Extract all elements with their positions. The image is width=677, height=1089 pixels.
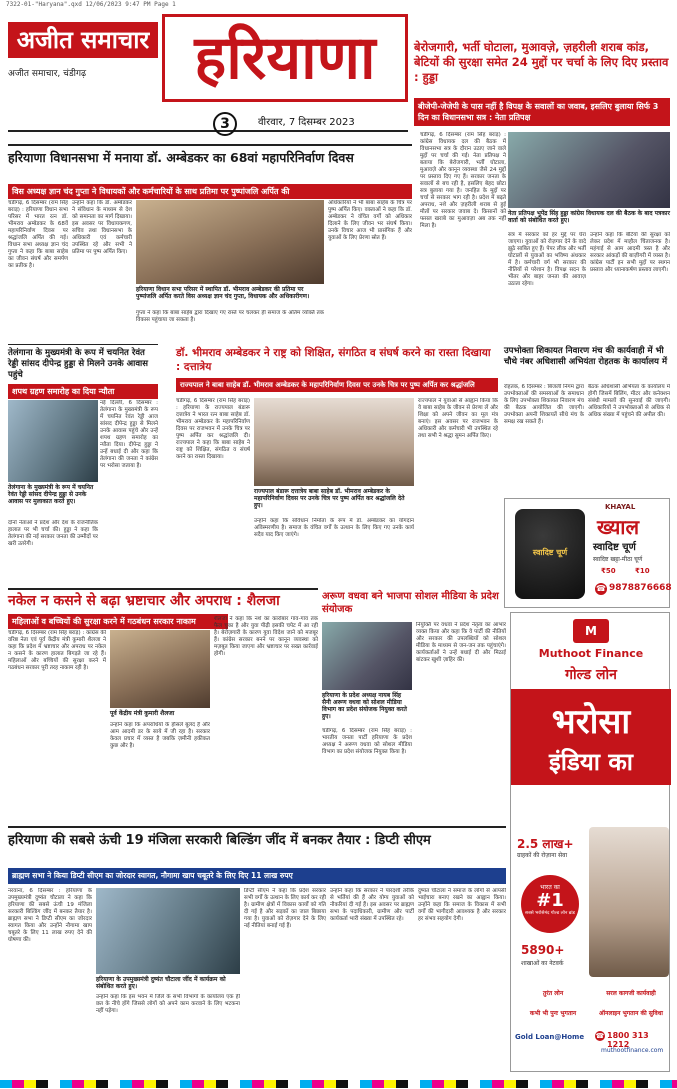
story6-headline: अरूण वधवा बने भाजपा सोशल मीडिया के प्रदेश संयोजक: [322, 591, 499, 615]
story3-subhead: राज्यपाल ने बाबा साहेब डॉ. भीमराव अम्बेडकर के महापरिनिर्वाण दिवस पर उनके चित्र पर पुष्प अर्पित कर श्रद्धांजलि: [176, 378, 498, 392]
story3-body-col1: चंडीगढ़, 6 दिसम्बर (राम सिंह बराड़) : हरियाणा के राज्यपाल बंडारू दत्तात्रेय ने भारत रत्न बाबा साहेब डॉ. भीमराव अम्बेडकर के महापरिनिर्वाण दिवस पर राजभवन में उनके चित्र पर पुष्प अर्पित कर श्रद्धांजलि दी। राज्यपाल ने कहा कि बाबा साहेब ने राष्ट्र को शिक्षित, संगठित व संघर्ष करने का रास्ता दिखाया।: [176, 398, 250, 460]
khayal-tagline: स्वादिष्ट खट्टा-मीठा चूर्ण: [593, 556, 643, 563]
story1-subhead: विस अध्यक्ष ज्ञान चंद गुप्ता ने विधायकों और कर्मचारियों के साथ प्रतिमा पर पुष्पांजलि अर्पित की: [8, 184, 412, 199]
story7-subhead: ब्राह्मण सभा ने किया डिप्टी सीएम का जोरदार स्वागत, नौगामा खाप चबूतरे के लिए दिए 11 लाख रुपए: [8, 868, 506, 884]
top-right-headline: बेरोजगारी, भर्ती घोटाला, मुआवज़े, ज़हरीली शराब कांड, बेटियों की सुरक्षा समेत 24 मुद्दों पर चर्चा के लिए दिए प्रस्ताव : हुड्डा: [414, 40, 669, 84]
logo-ajit-samachar: अजीत समाचार: [8, 22, 158, 58]
story6-body-col1: चंडीगढ़, 6 दिसम्बर (राम सिंह बराड़) : भारतीय जनता पार्टी हरियाणा के प्रदेश अध्यक्ष ने अरूण वधवा को सोशल मीडिया विभाग का प्रदेश संयोजक नियुक्त किया है।: [322, 728, 412, 755]
khayal-brand-small: KHAYAL: [605, 503, 636, 511]
story5-photo-caption: पूर्व केंद्रीय मंत्री कुमारी शैलजा: [110, 710, 175, 717]
khayal-pack-10: ₹10: [635, 567, 650, 575]
story3-photo: [254, 398, 414, 486]
lead-story-body-col2: सत्र में सरकार को हर मुद्दे पर घेरा जाएगा। युवाओं को रोज़गार देने के वादे झूठे साबित हुए हैं। पेपर लीक और भर्ती घोटालों से युवाओं का भविष्य अंधकार में है। कर्मचारी वर्ग भी सरकार की नीतियों से परेशान है। विपक्ष सदन के भीतर और बाहर जनता की आवाज़ उठाता रहेगा।: [508, 232, 586, 287]
story7-photo: [96, 888, 240, 974]
logo-haryana: हरियाणा: [162, 14, 408, 102]
khayal-brand-large: ख्याल: [597, 515, 640, 539]
story7-photo-caption: हरियाणा के उपमुख्यमंत्री दुष्यंत चौटाला जींद में कार्यक्रम को संबोधित करते हुए।: [96, 976, 226, 990]
story2-photo-caption: तेलंगाना के मुख्यमंत्री के रूप में चयनित रेवंत रेड्डी सांसद दीपेन्द्र हुड्डा से उनके आवास पर मुलाकात करते हुए।: [8, 484, 94, 505]
story2-body: नई दिल्ली, 6 दिसम्बर : तेलंगाना के मुख्यमंत्री के रूप में चयनित रेवंत रेड्डी आज सांसद दीपेन्द्र हुड्डा से मिलने उनके आवास पहुंचे और उन्हें शपथ ग्रहण समारोह का न्यौता दिया। दीपेन्द्र हुड्डा ने उन्हें बधाई दी और कहा कि तेलंगाना की जनता ने कांग्रेस पर भरोसा जताया है।: [100, 400, 158, 469]
muthoot-customers: 2.5 लाख+: [517, 837, 574, 851]
rule-story2-top: [8, 344, 158, 345]
file-info-strip: 7322-01-"Haryana".qxd 12/06/2023 9:47 PM Page 1: [6, 1, 176, 8]
muthoot-brand: Muthoot Finance: [538, 647, 644, 660]
story1-headline: हरियाणा विधानसभा में मनाया डॉ. अम्बेडकर का 68वां महापरिनिर्वाण दिवस: [8, 150, 354, 165]
city-line: अजीत समाचार, चंडीगढ़: [8, 69, 87, 79]
top-right-subhead: बीजेपी-जेजेपी के पास नहीं है विपक्ष के सवालों का जवाब, इसलिए बुलाया सिर्फ 3 दिन का विधानसभा सत्र : नेता प्रतिपक्ष: [414, 98, 670, 126]
lead-story-body-col3: उन्होंने कहा कि बेटियों की सुरक्षा को लेकर प्रदेश में माहौल चिंताजनक है। महंगाई से आम आदमी त्रस्त है और सरकार आंकड़ों की बाज़ीगरी में व्यस्त है। कांग्रेस पार्टी इन सभी मुद्दों पर स्थगन प्रस्ताव और ध्यानाकर्षण प्रस्ताव लाएगी।: [590, 232, 670, 273]
story2-body-bottom: दोनों नेताओं ने प्रदेश और देश के राजनीतिक हालात पर भी चर्चा की। हुड्डा ने कहा कि तेलंगाना की नई सरकार जनता की उम्मीदों पर खरी उतरेगी।: [8, 520, 98, 547]
muthoot-headline-1: भरोसा: [551, 702, 631, 742]
story7-headline: हरियाणा की सबसे ऊंची 19 मंजिला सरकारी बिल्डिंग जींद में बनकर तैयार : डिप्टी सीएम: [8, 833, 431, 848]
khayal-phone: 9878876668: [609, 583, 672, 593]
story7-body-col4: उन्होंने कहा कि सरकार ने पारदर्शी तरीके से भर्तियां की हैं और योग्य युवाओं को नौकरियां दी गई हैं। इस अवसर पर ब्राह्मण सभा के पदाधिकारी, ग्रामीण और पार्टी कार्यकर्ता भारी संख्या में उपस्थित रहे।: [330, 888, 414, 922]
muthoot-headline-2: इंडिया का: [549, 748, 633, 776]
color-registration-strip: [0, 1080, 677, 1088]
story3-headline: डॉ. भीमराव अम्बेडकर ने राष्ट्र को शिक्षित, संगठित व संघर्ष करने का रास्ता दिखाया : दत्तात्रेय: [176, 347, 491, 373]
story5-body-col2: उन्होंने कहा कि अपराधियों के हौसले बुलंद हैं और आम आदमी डर के साये में जी रहा है। सरकार केवल प्रचार में व्यस्त है जबकि ज़मीनी हकीकत कुछ और है।: [110, 722, 210, 749]
story7-body-col2: उन्होंने कहा कि इस भवन में जिले के सभी विभागों के कार्यालय एक ही छत के नीचे होंगे जिससे लोगों को अपने काम करवाने के लिए भटकना नहीं पड़ेगा।: [96, 994, 240, 1014]
muthoot-headline-block: [511, 689, 671, 785]
story5-subhead: महिलाओं व बच्चियों की सुरक्षा करने में गठबंधन सरकार नाकाम: [8, 614, 228, 629]
khayal-pack-50: ₹50: [601, 567, 616, 575]
story2-subhead: शपथ ग्रहण समारोह का दिया न्यौता: [8, 384, 158, 399]
muthoot-gold-loan: गोल्ड लोन: [565, 667, 617, 683]
muthoot-feature-3: कभी भी पुनः भुगतान: [529, 1010, 577, 1017]
muthoot-feature-1: तुरंत लोन: [542, 990, 564, 997]
muthoot-ambassador-photo: [589, 827, 669, 977]
muthoot-rank-number: #1: [536, 890, 564, 911]
story7-body-col5: दुष्यंत चौटाला ने समाज के लोगों से आपसी भाईचारा बनाए रखने का आह्वान किया। उन्होंने कहा कि समाज के विकास में सभी वर्गों की भागीदारी आवश्यक है और सरकार हर संभव सहयोग देगी।: [418, 888, 506, 922]
story4-body-col1: रोहतक, 6 दिसम्बर : बिजली निगम द्वारा उपभोक्ताओं की समस्याओं के समाधान के लिए उपभोक्ता शिकायत निवारण मंच की बैठक आयोजित की जाएगी। उपभोक्ता अपनी शिकायतें सीधे मंच के समक्ष रख सकते हैं।: [504, 384, 584, 425]
khayal-product-name: स्वादिष्ट चूर्ण: [593, 542, 636, 553]
story7-body-col1: नरवाना, 6 दिसम्बर : हरियाणा के उपमुख्यमंत्री दुष्यंत चौटाला ने कहा कि हरियाणा की सबसे ऊंची 19 मंजिला सरकारी बिल्डिंग जींद में बनकर तैयार है। ब्राह्मण सभा ने डिप्टी सीएम का जोरदार स्वागत किया और उन्होंने नौगामा खाप चबूतरे के लिए 11 लाख रुपए देने की घोषणा की।: [8, 888, 92, 943]
lead-story-photo: [508, 132, 670, 208]
khayal-jar-label: स्वादिष्ट चूर्ण: [532, 548, 568, 557]
story5-body-col1: चंडीगढ़, 6 दिसम्बर (राम सिंह बराड़) : कांग्रेस की वरिष्ठ नेता एवं पूर्व केंद्रीय मंत्री कुमारी शैलजा ने कहा कि प्रदेश में भ्रष्टाचार और अपराध पर नकेल न कसने के कारण हालात बिगड़ते जा रहे हैं। महिलाओं और बच्चियों की सुरक्षा करने में गठबंधन सरकार पूरी तरह नाकाम रही है।: [8, 630, 106, 671]
story1-body-col4: अधिकारियों ने भी बाबा साहेब के चित्र पर पुष्प अर्पित किए। वक्ताओं ने कहा कि डॉ. अम्बेडकर ने वंचित वर्गों को अधिकार दिलाने के लिए जीवन भर संघर्ष किया। उनके विचार आज भी प्रासंगिक हैं और युवाओं के लिए प्रेरणा स्रोत हैं।: [328, 200, 412, 241]
muthoot-phone-icon: ☎: [595, 1032, 605, 1040]
story6-photo-caption: हरियाणा के प्रदेश अध्यक्ष नायब सिंह सैनी अरूण वधवा को सोशल मीडिया विभाग का प्रदेश संयोजक नियुक्त करते हुए।: [322, 692, 407, 720]
ad-khayal-churan: [504, 498, 670, 608]
story6-body-col2: नियुक्ति पर वधवा ने प्रदेश नेतृत्व का आभार व्यक्त किया और कहा कि वे पार्टी की नीतियों और सरकार की उपलब्धियों को सोशल मीडिया के माध्यम से जन-जन तक पहुंचाएंगे। कार्यकर्ताओं ने उन्हें बधाई दी और मिठाई बांटकर खुशी ज़ाहिर की।: [416, 622, 506, 663]
muthoot-feature-4: ऑनलाइन भुगतान की सुविधा: [599, 1010, 663, 1017]
lead-story-body-col1: चंडीगढ़, 6 दिसम्बर (राम सिंह बराड़) : कांग्रेस विधायक दल की बैठक में विधानसभा सत्र के दौरान उठाए जाने वाले मुद्दों पर चर्चा की गई। नेता प्रतिपक्ष ने बताया कि बेरोजगारी, भर्ती घोटाला, मुआवज़े और कानून व्यवस्था जैसे 24 मुद्दों पर प्रस्ताव दिए गए हैं। सरकार जनता के सवालों से बच रही है, इसलिए बेहद छोटा सत्र बुलाया गया है। जनहित के मुद्दों पर चर्चा से सरकार भाग रही है। प्रदेश में बढ़ते अपराध, नशे और ज़हरीली शराब से हुई मौतों पर सरकार जवाब दे। किसानों को फसल खराबे का मुआवज़ा अब तक नहीं मिला है।: [420, 132, 506, 229]
rule-story1-top: [8, 144, 412, 146]
story4-headline: उपभोक्ता शिकायत निवारण मंच की कार्यवाही में भी चौथे नंबर अधिशासी अभियंता रोहतक के कार्यालय में: [504, 346, 668, 367]
rule-story7-top: [8, 826, 506, 828]
muthoot-feature-2: सरल कागजी कार्यवाही: [606, 990, 656, 997]
story3-photo-caption: राज्यपाल बंडारू दत्तात्रेय बाबा साहेब डॉ. भीमराव अम्बेडकर के महापरिनिर्वाण दिवस पर उनके चित्र पर पुष्प अर्पित कर श्रद्धांजलि देते हुए।: [254, 488, 405, 509]
story4-body-col2: बैठक अधिशासी अभियंता के कार्यालय में होगी जिसमें बिलिंग, मीटर और कनेक्शन संबंधी मामलों की सुनवाई की जाएगी। अधिकारियों ने उपभोक्ताओं से अधिक से अधिक संख्या में पहुंचने की अपील की।: [588, 384, 670, 418]
page-number: 3: [213, 112, 237, 136]
muthoot-rank-top: भारत का: [540, 884, 560, 891]
story5-body-col3: शैलजा ने कहा कि नशे का कारोबार गांव-गांव तक फैल चुका है और युवा पीढ़ी इसकी चपेट में आ रही है। बेरोज़गारी के कारण युवा विदेश जाने को मजबूर हैं। कांग्रेस सरकार बनने पर कानून व्यवस्था को मज़बूत किया जाएगा और भ्रष्टाचार पर सख्त कार्रवाई होगी।: [214, 616, 318, 657]
story1-photo-caption: हरियाणा विधान सभा परिसर में स्थापित डॉ. भीमराव अम्बेडकर की प्रतिमा पर पुष्पांजलि अर्पित करते विस अध्यक्ष ज्ञान चंद गुप्ता, विधायक और अधिकारीगण।: [136, 286, 310, 300]
rule-story5-top: [8, 588, 318, 590]
story3-body-col3: राज्यपाल ने युवाओं से आह्वान किया कि वे बाबा साहेब के जीवन से प्रेरणा लें और शिक्षा को अपने जीवन का मूल मंत्र बनाएं। इस अवसर पर राजभवन के अधिकारी और कर्मचारी भी उपस्थित रहे तथा सभी ने श्रद्धा सुमन अर्पित किए।: [418, 398, 498, 439]
khayal-phone-icon: ☎: [596, 584, 606, 593]
muthoot-gold-loan-home: Gold Loan@Home: [515, 1033, 585, 1041]
story1-body-col3: गुप्ता ने कहा कि बाबा साहेब द्वारा दिखाए गए रास्ते पर चलकर ही समाज के अंतिम व्यक्ति तक विकास पहुंचाया जा सकता है।: [136, 310, 324, 323]
story1-body-col2: उन्होंने कहा कि डॉ. अम्बेडकर ने संविधान के माध्यम से देश को समानता का मार्ग दिखाया। इस अवसर पर विधायकगण, सचिव तथा विधानसभा के अधिकारी एवं कर्मचारी उपस्थित रहे और सभी ने प्रतिमा पर पुष्प अर्पित किए।: [72, 200, 132, 255]
muthoot-phone: 1800 313 1212: [607, 1031, 649, 1049]
muthoot-logo-icon: M: [573, 619, 609, 643]
muthoot-branches-line: शाखाओं का नेटवर्क: [521, 960, 564, 967]
story6-photo: [322, 622, 412, 690]
masthead: [8, 14, 408, 132]
story2-headline: तेलंगाना के मुख्यमंत्री के रूप में चयनित रेवंत रेड्डी सांसद दीपेन्द्र हुड्डा से मिलने उनके आवास पहुंचे: [8, 348, 148, 380]
story5-headline: नकेल न कसने से बढ़ा भ्रष्टाचार और अपराध : शैलजा: [8, 593, 280, 609]
muthoot-rank-label: सबसे भरोसेमंद गोल्ड लोन ब्रांड: [525, 911, 575, 916]
story3-body-col2: उन्होंने कहा कि संविधान निर्माता के रूप में डॉ. अम्बेडकर का योगदान अविस्मरणीय है। समाज के वंचित वर्गों के उत्थान के लिए किए गए उनके कार्य सदैव याद किए जाएंगे।: [254, 518, 414, 538]
lead-story-photo-caption: नेता प्रतिपक्ष भूपेंद्र सिंह हुड्डा कांग्रेस विधायक दल की बैठक के बाद पत्रकार वार्ता को संबोधित करते हुए।: [508, 210, 670, 224]
date-line: वीरवार, 7 दिसम्बर 2023: [258, 117, 355, 128]
muthoot-rank-badge: [521, 875, 579, 933]
muthoot-website: muthootfinance.com: [601, 1047, 664, 1054]
story2-photo: [8, 400, 98, 482]
story7-body-col3: डिप्टी सीएम ने कहा कि प्रदेश सरकार सभी वर्गों के उत्थान के लिए कार्य कर रही है। ग्रामीण क्षेत्रों में विकास कार्यों को गति दी गई है और सड़कों का जाल बिछाया गया है। युवाओं को रोज़गार देने के लिए नई नीतियां बनाई गई हैं।: [244, 888, 326, 929]
story5-photo-selja: [110, 630, 210, 708]
muthoot-branches: 5890+: [521, 943, 565, 957]
story1-body-col1: चंडीगढ़, 6 दिसम्बर (राम सिंह बराड़) : हरियाणा विधान सभा परिसर में भारत रत्न डॉ. भीमराव अम्बेडकर के 68वें महापरिनिर्वाण दिवस पर श्रद्धांजलि अर्पित की गई। विधान सभा अध्यक्ष ज्ञान चंद गुप्ता ने कहा कि बाबा साहेब का जीवन संघर्ष और समर्पण का प्रतीक है।: [8, 200, 68, 269]
muthoot-customers-line: ग्राहकों की रोज़ाना सेवा: [517, 852, 568, 859]
ad-muthoot-finance: [510, 612, 670, 1072]
story1-photo: [136, 200, 324, 284]
